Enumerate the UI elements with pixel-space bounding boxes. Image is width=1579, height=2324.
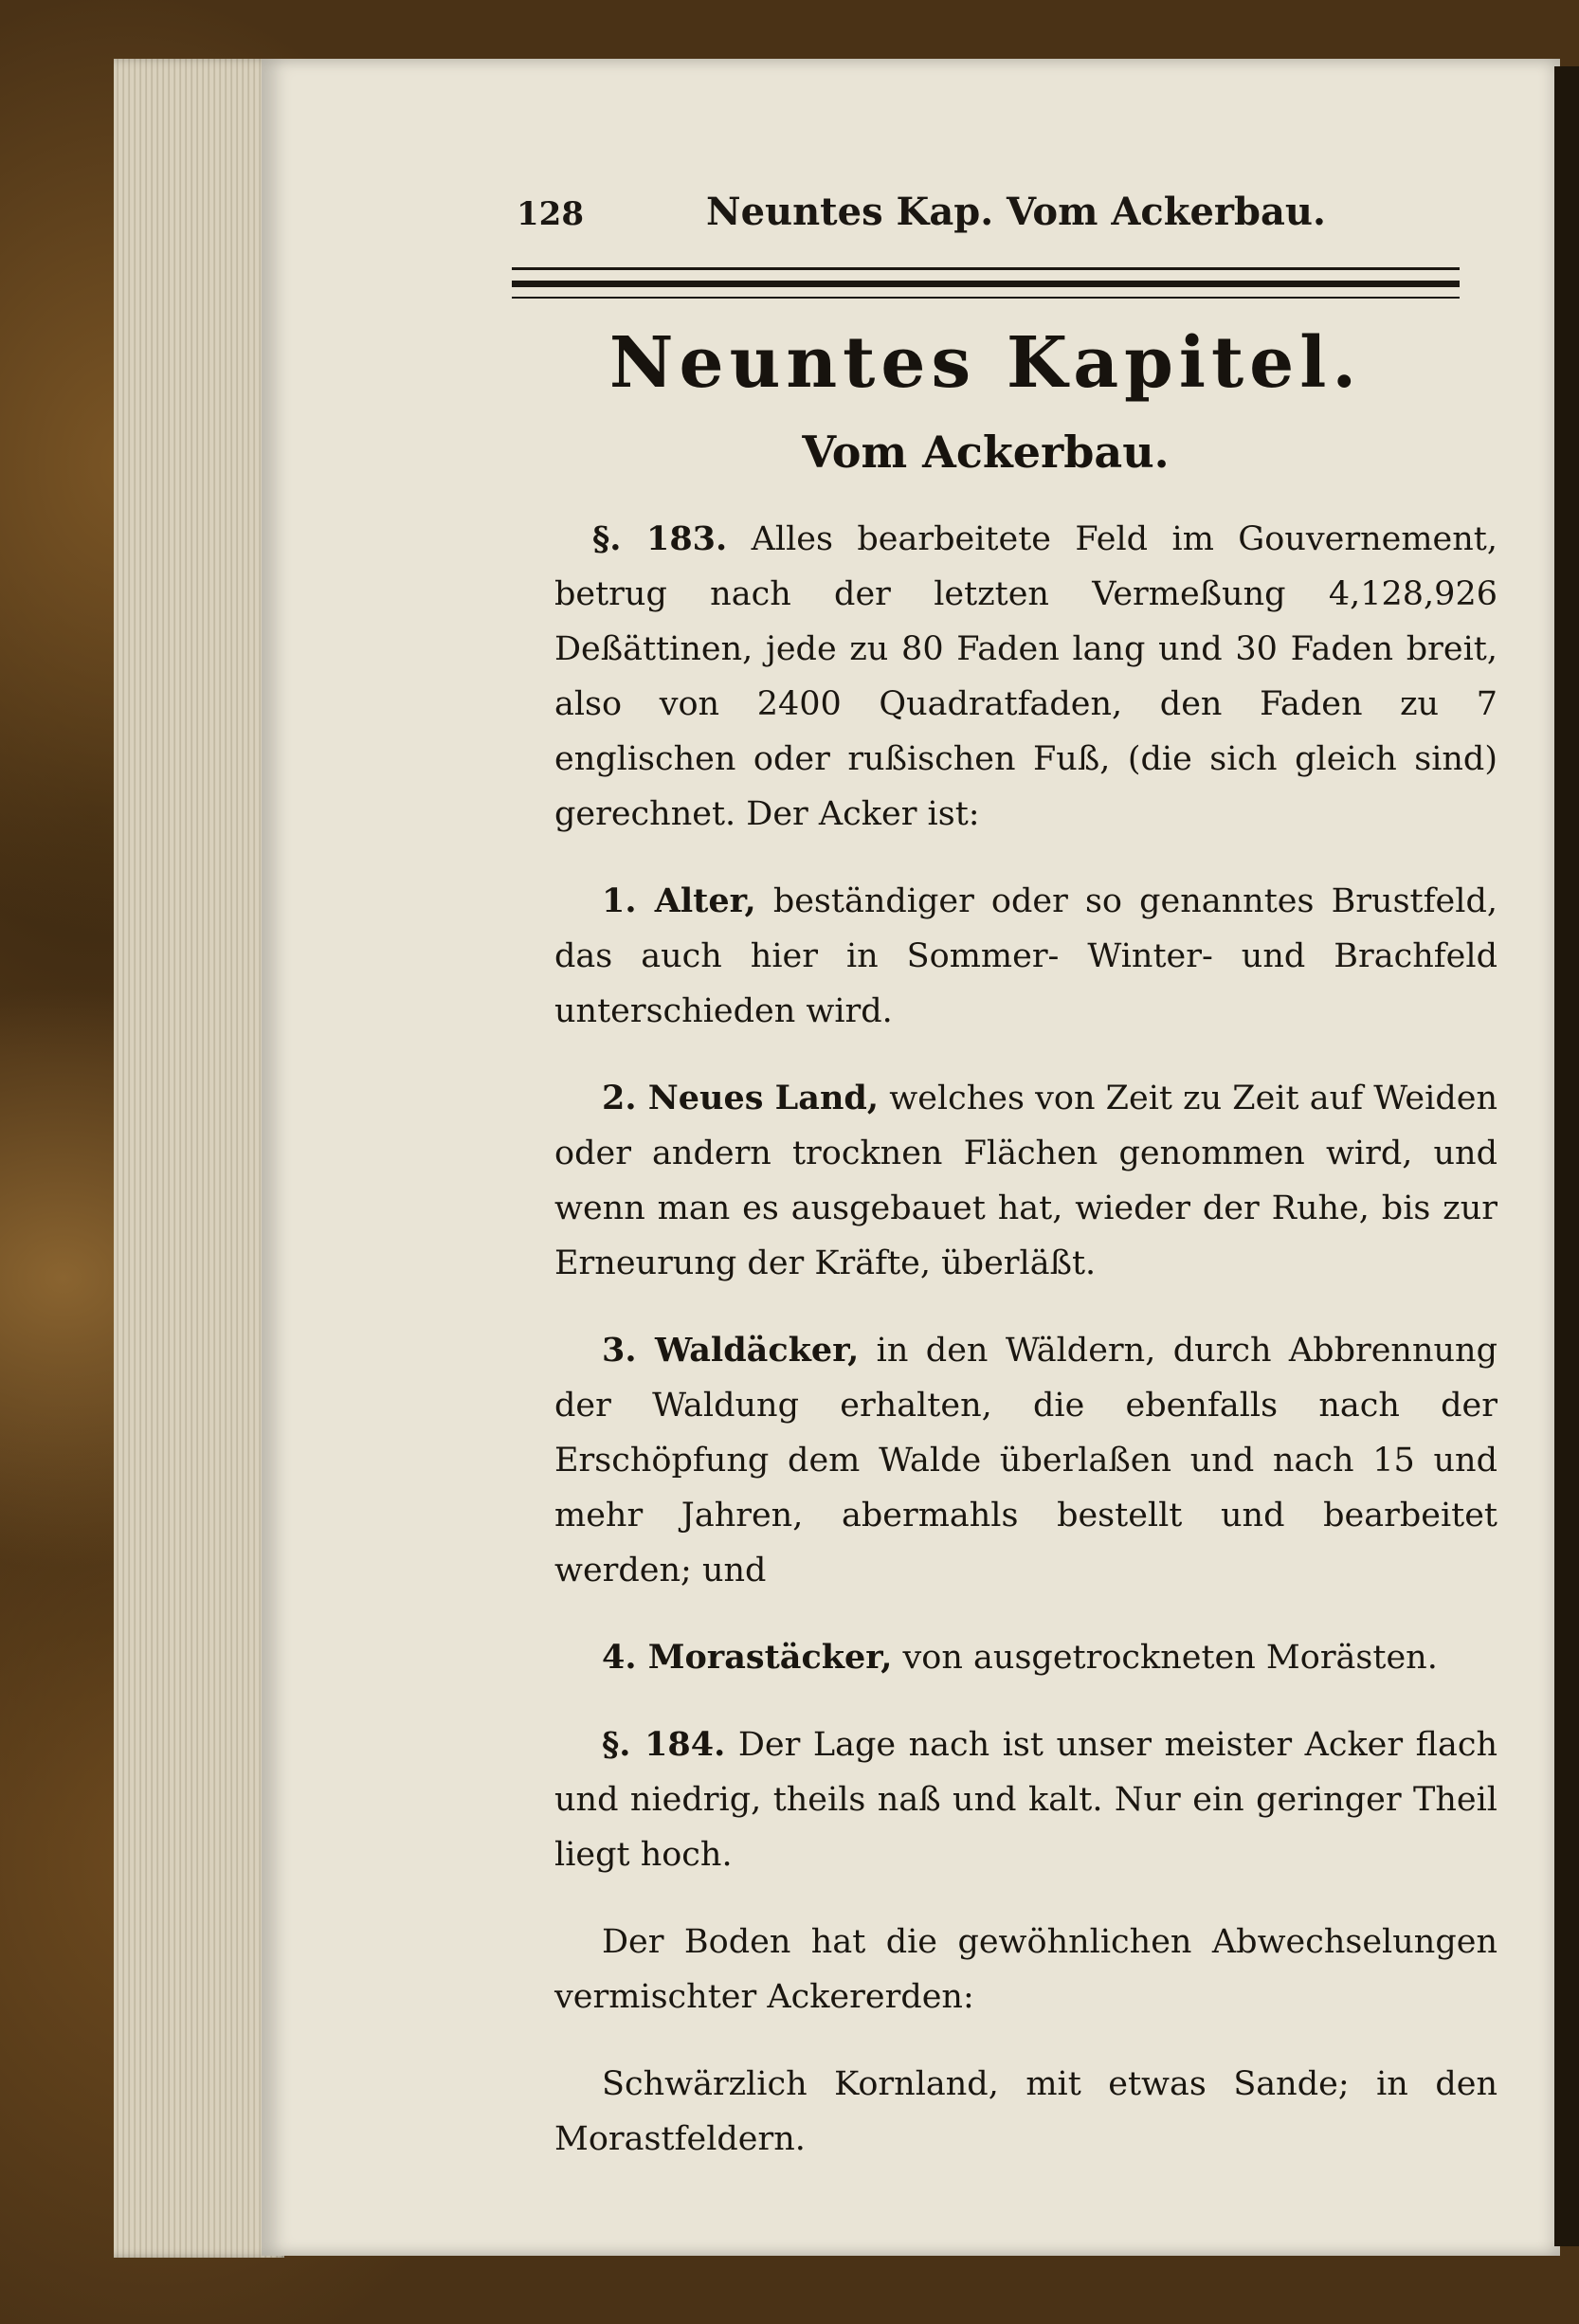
paragraph-lead: §. 184. bbox=[602, 1725, 726, 1764]
list-item-4 bbox=[554, 1630, 1497, 1685]
facing-page-edge bbox=[1554, 66, 1579, 2246]
paragraph-text: Alles bearbeitete Feld im Gouvernement, betrug nach der letzten Vermeßung 4,128,926 Deßättinen, jede zu 80 Faden lang und 30 Faden breit, also von 2400 Quadratfaden, den Faden zu 7 englischen oder rußischen Fuß, (die sich gleich sind) gerechnet. Der Acker ist: bbox=[554, 520, 1497, 833]
page-edges-stack bbox=[114, 59, 284, 2258]
paragraph-soil bbox=[554, 1915, 1497, 2024]
paragraph-text: Der Boden hat die gewöhnlichen Abwechselungen vermischter Ackererden: bbox=[554, 1923, 1497, 2016]
paragraph-lead: §. 183. bbox=[592, 519, 728, 558]
list-item-text: von ausgetrockneten Morästen. bbox=[902, 1639, 1438, 1677]
paragraph-183 bbox=[554, 512, 1497, 842]
paragraph-text: Der Lage nach ist unser meister Acker flach und niedrig, theils naß und kalt. Nur ein geringer Theil liegt hoch. bbox=[554, 1726, 1497, 1874]
body-text bbox=[554, 512, 1497, 2199]
list-item-text: beständiger oder so genanntes Brustfeld, das auch hier in Sommer- Winter- und Brachfeld unterschieden wird. bbox=[554, 882, 1497, 1030]
running-head: Neuntes Kap. Vom Ackerbau. bbox=[706, 190, 1326, 234]
paragraph-soil-type bbox=[554, 2057, 1497, 2167]
paragraph-184 bbox=[554, 1717, 1497, 1882]
chapter-subtitle: Vom Ackerbau. bbox=[802, 427, 1170, 478]
list-item-lead: 1. Alter, bbox=[602, 881, 756, 920]
list-item-1 bbox=[554, 874, 1497, 1039]
list-item-lead: 4. Morastäcker, bbox=[602, 1638, 893, 1677]
header-rule-thick bbox=[512, 281, 1460, 287]
list-item-text: in den Wäldern, durch Abbrennung der Waldung erhalten, die ebenfalls nach der Erschöpfung dem Walde überlaßen und nach 15 und mehr Jahren, abermahls bestellt und bearbeitet werden; und bbox=[554, 1332, 1497, 1589]
header-rule-thin-lower bbox=[512, 297, 1460, 299]
list-item-3 bbox=[554, 1323, 1497, 1598]
list-item-text: welches von Zeit zu Zeit auf Weiden oder andern trocknen Flächen genommen wird, und wenn man es ausgebauet hat, wieder der Ruhe, bis zur Erneurung der Kräfte, überläßt. bbox=[554, 1080, 1497, 1282]
chapter-title: Neuntes Kapitel. bbox=[608, 322, 1363, 404]
list-item-lead: 2. Neues Land, bbox=[602, 1079, 880, 1117]
paragraph-text: Schwärzlich Kornland, mit etwas Sande; in den Morastfeldern. bbox=[554, 2065, 1497, 2158]
page-header bbox=[517, 190, 1464, 246]
list-item-lead: 3. Waldäcker, bbox=[602, 1331, 860, 1370]
page-number: 128 bbox=[517, 195, 584, 233]
list-item-2 bbox=[554, 1071, 1497, 1291]
header-rule-thin bbox=[512, 267, 1460, 270]
